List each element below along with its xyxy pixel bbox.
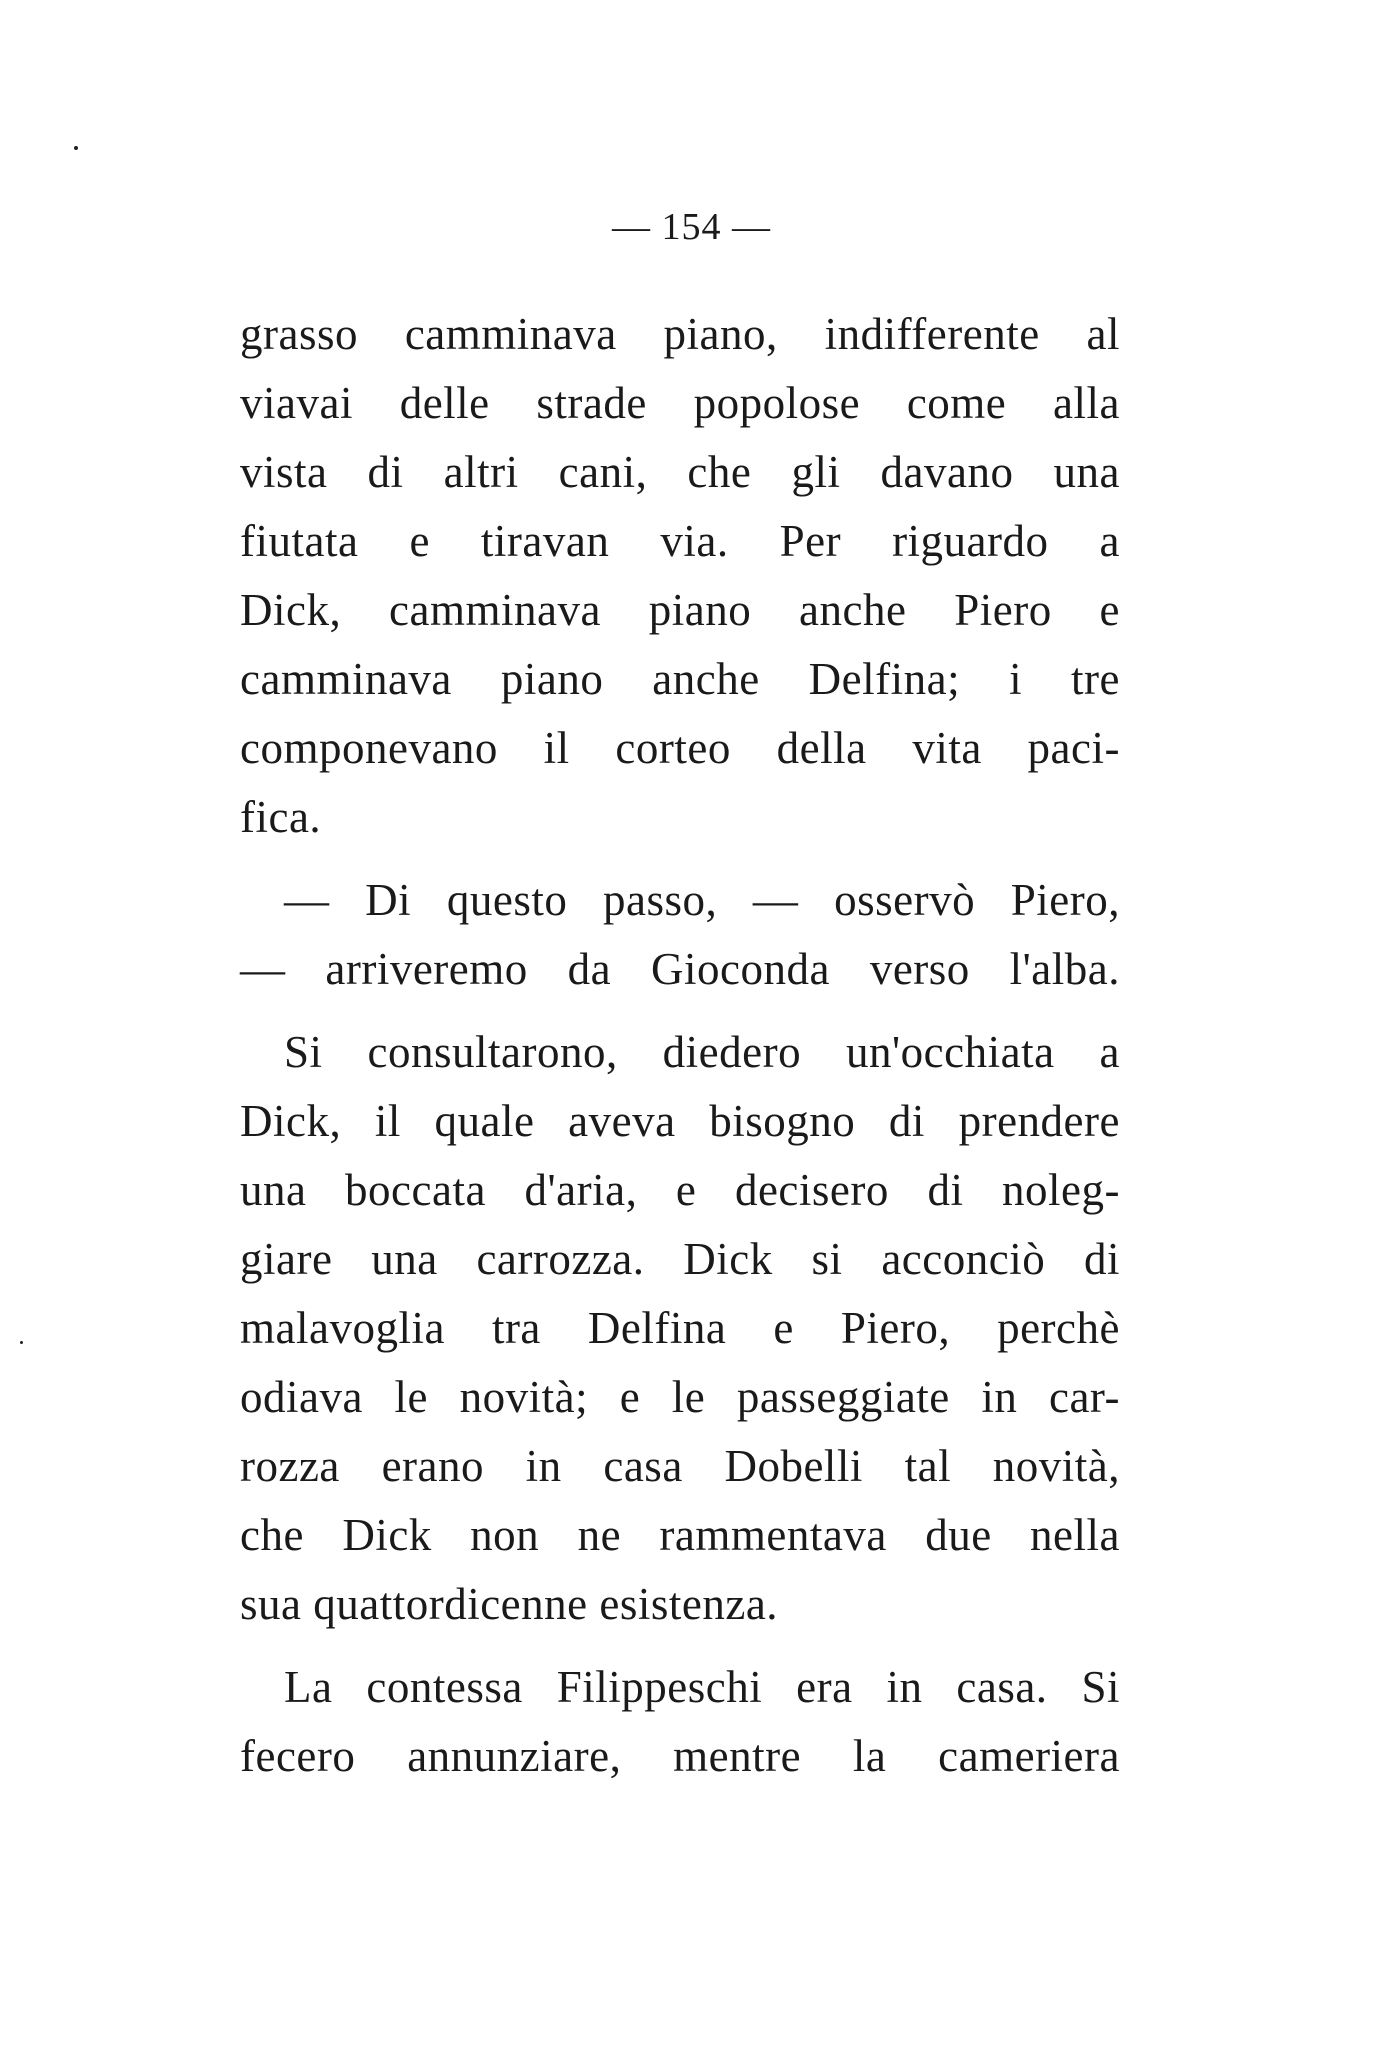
text-line: — Di questo passo, — osservò Piero, bbox=[284, 875, 1120, 925]
text-line: vista di altri cani, che gli davano una bbox=[240, 447, 1120, 497]
text-line: rozza erano in casa Dobelli tal novità, bbox=[240, 1441, 1120, 1491]
text-line: viavai delle strade popolose come alla bbox=[240, 378, 1120, 428]
text-line: malavoglia tra Delfina e Piero, perchè bbox=[240, 1303, 1120, 1353]
text-line: Si consultarono, diedero un'occhiata a bbox=[284, 1027, 1120, 1077]
text-line: componevano il corteo della vita paci- bbox=[240, 723, 1120, 773]
page-number: — 154 — bbox=[612, 206, 771, 248]
print-speck bbox=[74, 146, 78, 150]
text-line: che Dick non ne rammentava due nella bbox=[240, 1510, 1120, 1560]
text-line: La contessa Filippeschi era in casa. Si bbox=[284, 1662, 1120, 1712]
text-line: fiutata e tiravan via. Per riguardo a bbox=[240, 516, 1120, 566]
text-line: Dick, il quale aveva bisogno di prendere bbox=[240, 1096, 1120, 1146]
text-line: giare una carrozza. Dick si acconciò di bbox=[240, 1234, 1120, 1284]
text-line: camminava piano anche Delfina; i tre bbox=[240, 654, 1120, 704]
text-line: Dick, camminava piano anche Piero e bbox=[240, 585, 1120, 635]
text-line: fica. bbox=[240, 792, 322, 842]
text-line: grasso camminava piano, indifferente al bbox=[240, 309, 1120, 359]
text-line: sua quattordicenne esistenza. bbox=[240, 1579, 779, 1629]
text-line: fecero annunziare, mentre la cameriera bbox=[240, 1731, 1120, 1781]
body-text bbox=[240, 300, 1120, 1791]
print-speck bbox=[20, 1341, 23, 1344]
text-line: odiava le novità; e le passeggiate in car- bbox=[240, 1372, 1120, 1422]
text-line: — arriveremo da Gioconda verso l'alba. bbox=[240, 944, 1120, 994]
text-line: una boccata d'aria, e decisero di noleg- bbox=[240, 1165, 1120, 1215]
